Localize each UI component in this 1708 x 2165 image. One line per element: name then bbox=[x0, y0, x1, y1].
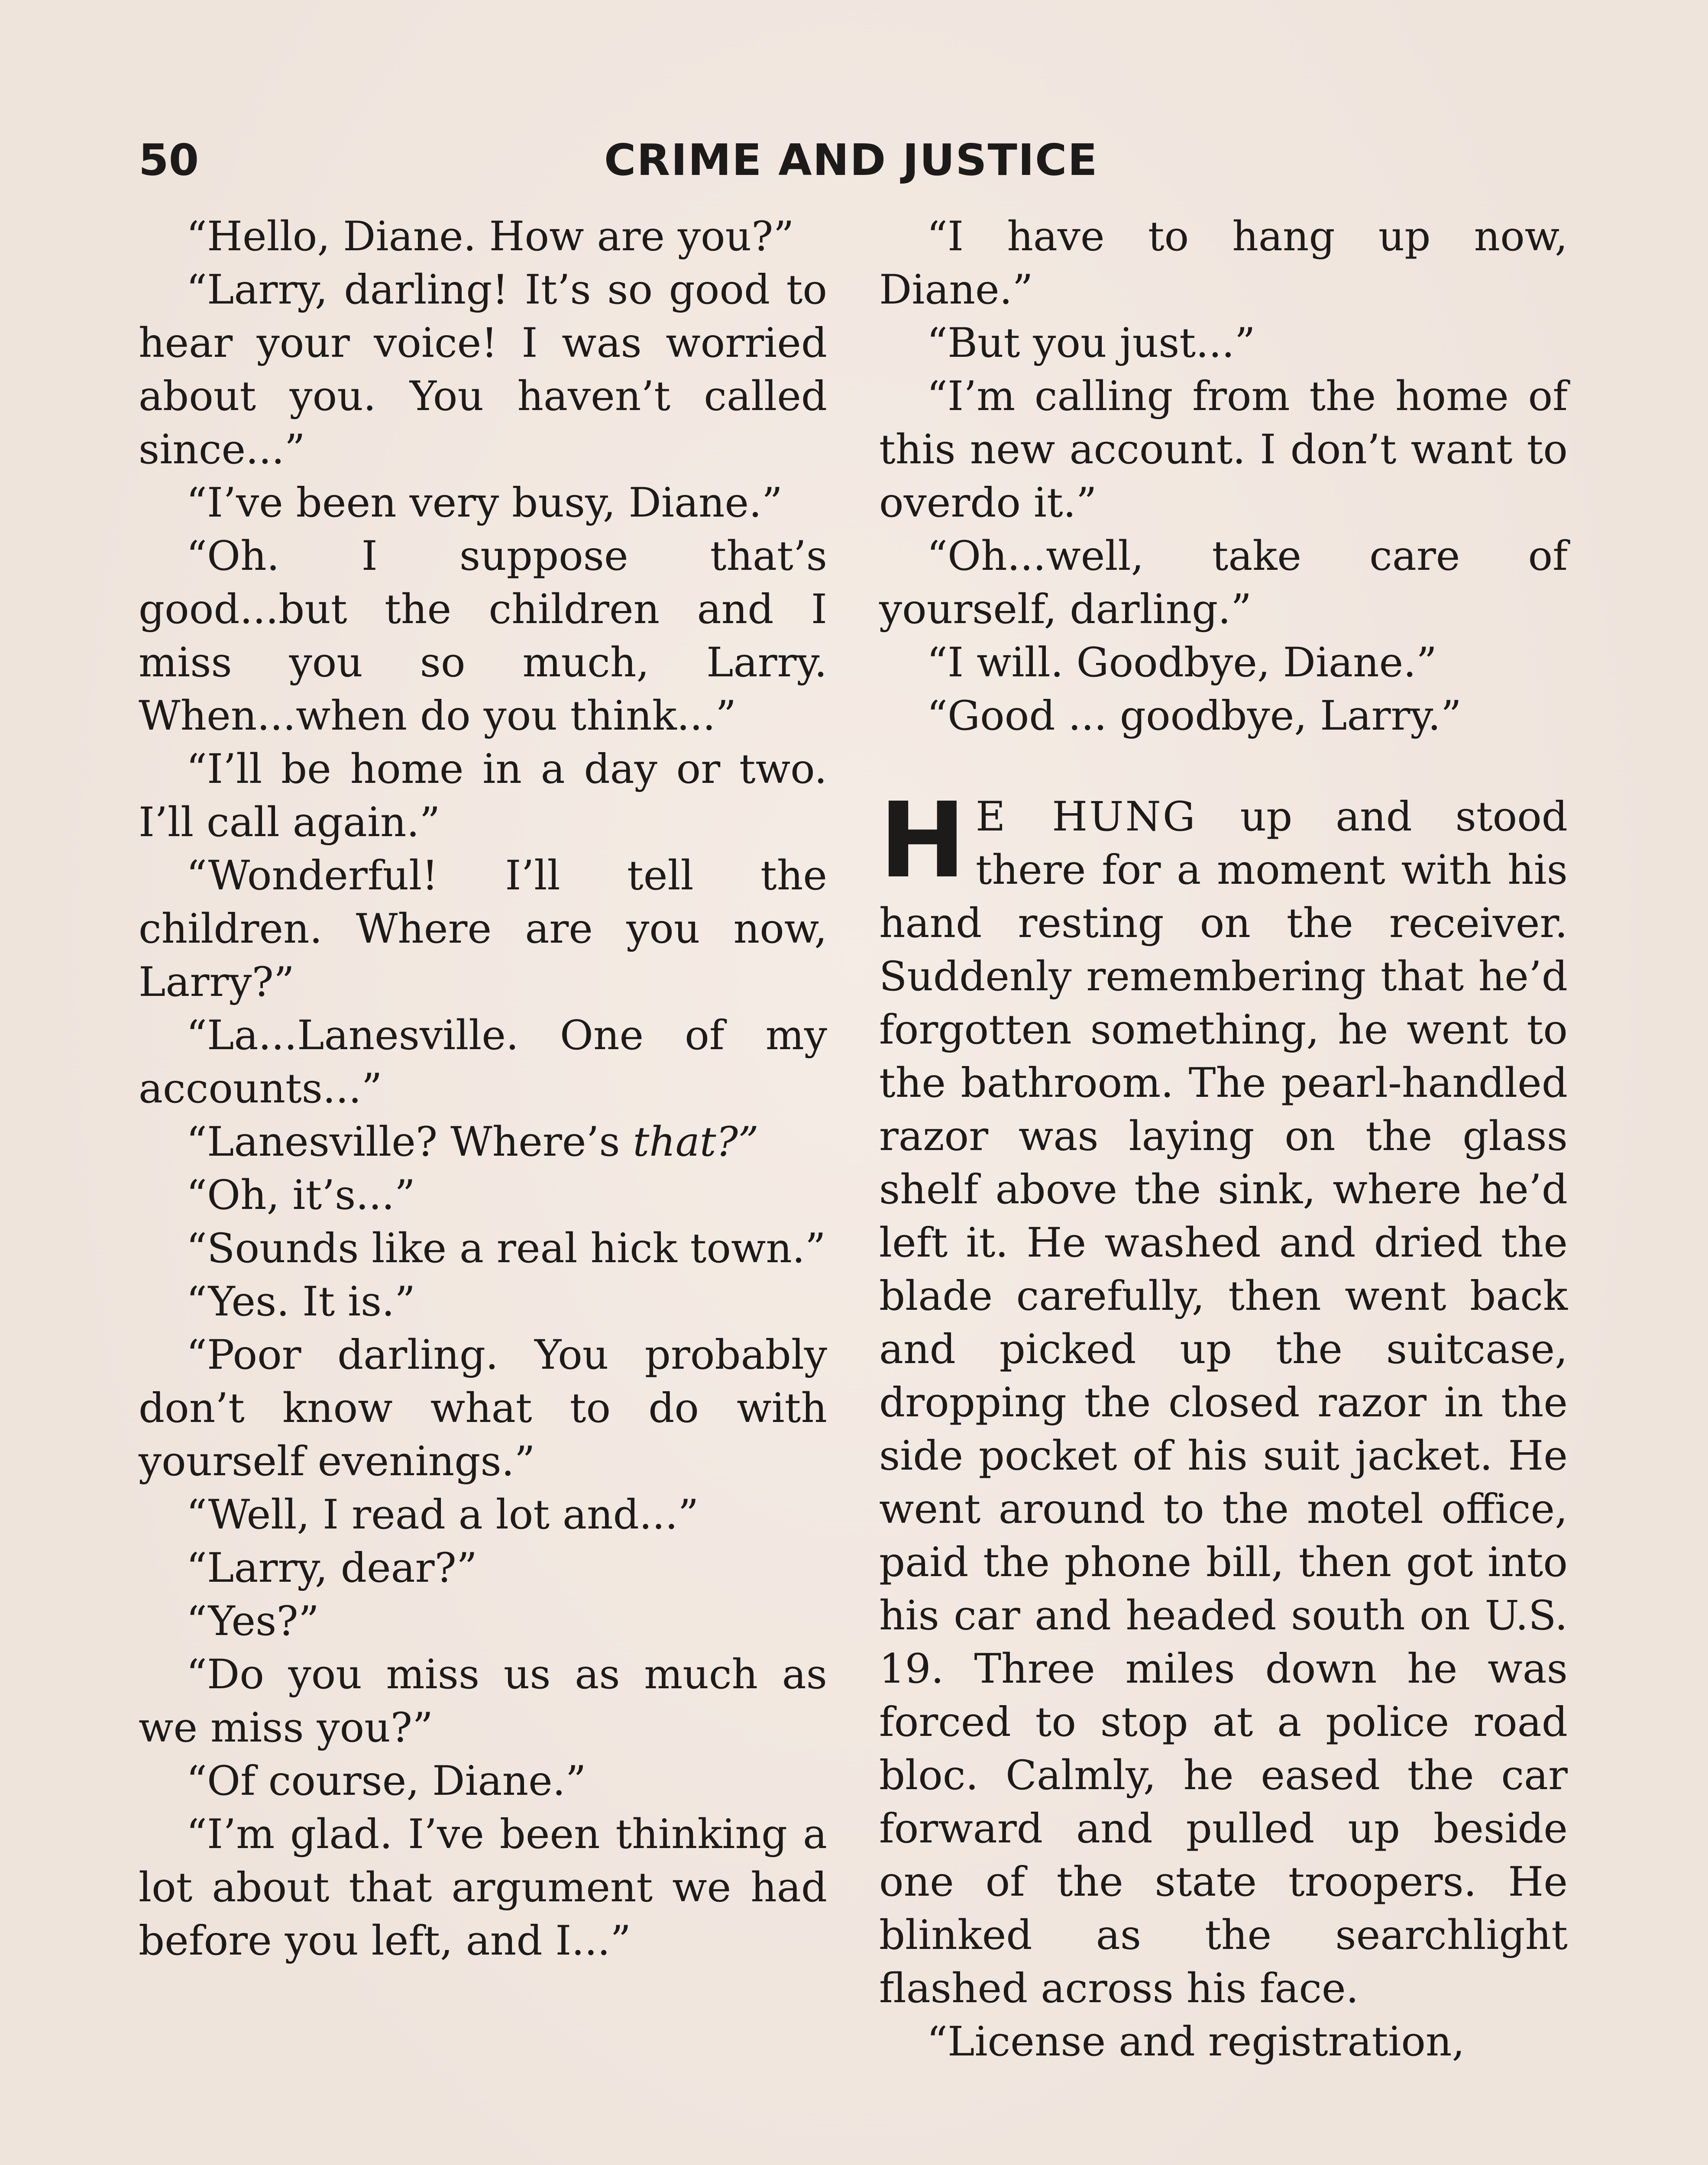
dialogue-paragraph: “I’ll be home in a day or two. I’ll call again.” bbox=[139, 746, 827, 846]
dialogue-paragraph: “I will. Goodbye, Diane.” bbox=[927, 639, 1437, 686]
narrative-text: up and stood there for a moment with his hand resting on the receiver. Suddenly remembering that he’d forgotten something, he went to the bathroom. The pearl-handled razor was laying on the glass shelf above the sink, where he’d left it. He washed and dried the blade carefully, then went back and picked up the suitcase, dropping the closed razor in the side pocket of his suit jacket. He went around to the motel office, paid the phone bill, then got into his car and headed south on U.S. 19. Three miles down he was forced to stop at a police road bloc. Calmly, he eased the car forward and pulled up beside one of the state troopers. He blinked as the searchlight flashed across his face. bbox=[879, 793, 1568, 2012]
drop-cap: H bbox=[879, 780, 966, 901]
dialogue-paragraph: “Sounds like a real hick town.” bbox=[186, 1225, 826, 1272]
lanesville-text: “Lanesville? Where’s bbox=[186, 1118, 633, 1166]
dialogue-paragraph: “Do you miss us as much as we miss you?” bbox=[139, 1651, 827, 1751]
page-header bbox=[139, 130, 1568, 191]
dialogue-paragraph: “Poor darling. You probably don’t know what to do with yourself evenings.” bbox=[139, 1331, 827, 1485]
left-column bbox=[139, 210, 827, 1968]
dialogue-paragraph: “Oh. I suppose that’s good...but the children and I miss you so much, Larry. When...when do you think...” bbox=[139, 533, 827, 740]
dialogue-paragraph: “Larry, dear?” bbox=[186, 1545, 477, 1592]
dialogue-paragraph: “I’m glad. I’ve been thinking a lot about that argument we had before you left, and I...” bbox=[139, 1811, 827, 1965]
right-column bbox=[879, 210, 1568, 2068]
dialogue-paragraph: “Oh, it’s...” bbox=[186, 1172, 416, 1219]
narrative-paragraph bbox=[879, 780, 1568, 2015]
dialogue-paragraph-last: “License and registration, bbox=[927, 2018, 1465, 2065]
dialogue-paragraph: “Yes?” bbox=[186, 1598, 319, 1645]
lead-caps: E HUNG bbox=[975, 793, 1197, 840]
dialogue-paragraph: “But you just...” bbox=[927, 320, 1255, 367]
dialogue-paragraph: “Hello, Diane. How are you?” bbox=[186, 213, 794, 260]
page-number: 50 bbox=[139, 135, 199, 185]
dialogue-paragraph: “I’ve been very busy, Diane.” bbox=[186, 479, 783, 527]
lanesville-italic: that?” bbox=[633, 1118, 759, 1166]
dialogue-paragraph: “Oh...well, take care of yourself, darling.” bbox=[879, 533, 1568, 633]
dialogue-paragraph: “Larry, darling! It’s so good to hear your voice! I was worried about you. You haven’t called since...” bbox=[139, 266, 827, 473]
dialogue-paragraph: “I’m calling from the home of this new account. I don’t want to overdo it.” bbox=[879, 373, 1568, 527]
dialogue-paragraph: “Of course, Diane.” bbox=[186, 1758, 586, 1805]
dialogue-paragraph-lanesville bbox=[139, 1115, 827, 1169]
dialogue-paragraph: “Wonderful! I’ll tell the children. Where are you now, Larry?” bbox=[139, 852, 827, 1006]
dialogue-paragraph: “Well, I read a lot and...” bbox=[186, 1491, 699, 1538]
dialogue-paragraph: “I have to hang up now, Diane.” bbox=[879, 213, 1568, 313]
dialogue-paragraph: “La...Lanesville. One of my accounts...” bbox=[139, 1012, 827, 1112]
dialogue-paragraph: “Yes. It is.” bbox=[186, 1278, 416, 1325]
dialogue-paragraph: “Good ... goodbye, Larry.” bbox=[927, 692, 1462, 740]
running-title: CRIME AND JUSTICE bbox=[604, 135, 1098, 185]
